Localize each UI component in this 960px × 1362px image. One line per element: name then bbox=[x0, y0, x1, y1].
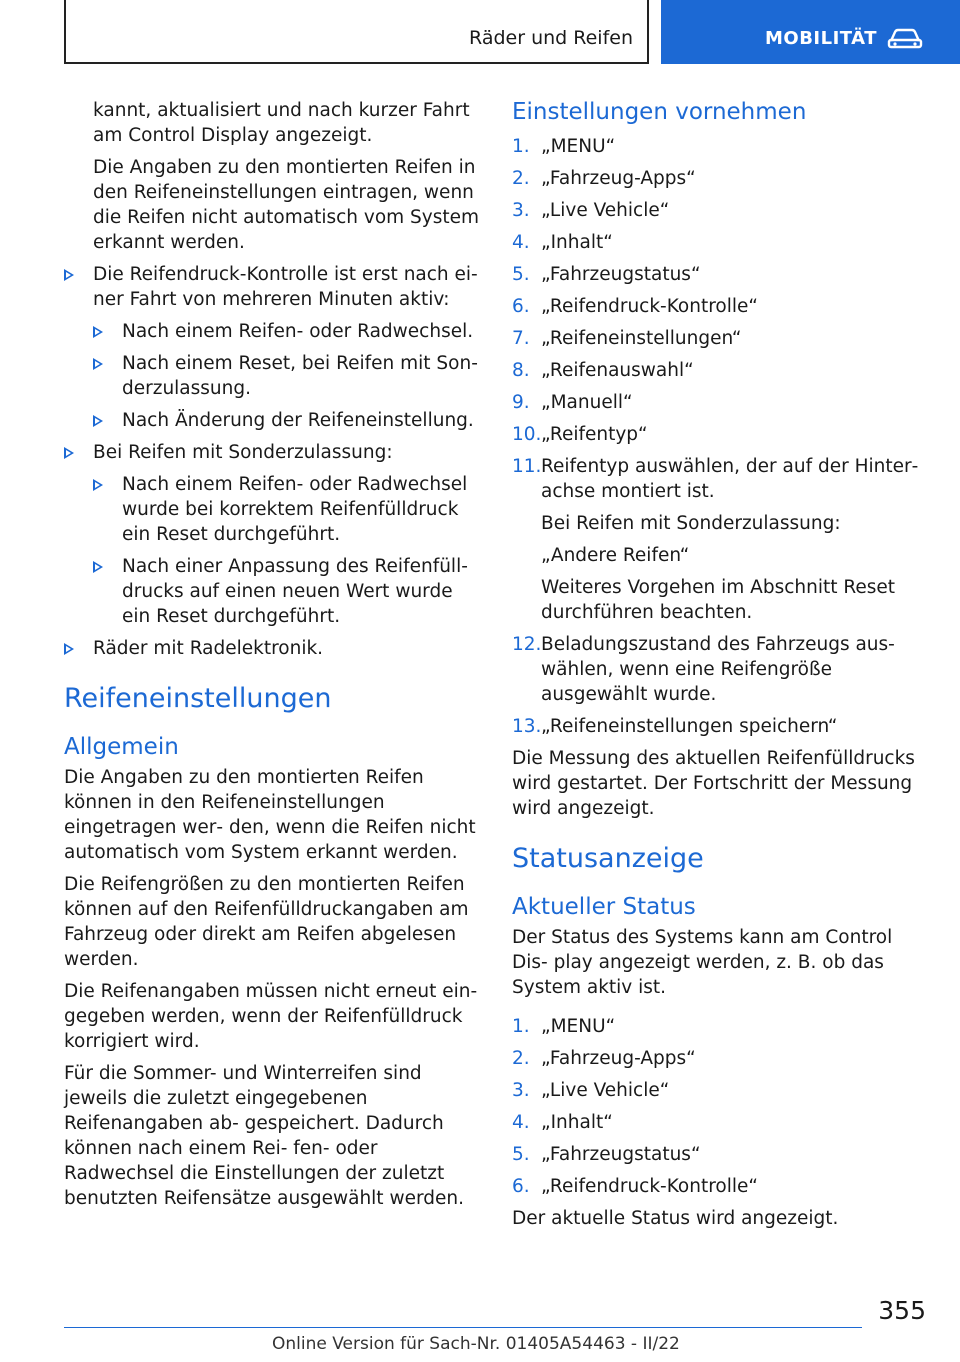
numbered-step bbox=[512, 166, 930, 191]
footer-divider bbox=[64, 1327, 862, 1328]
numbered-step bbox=[512, 134, 930, 159]
bullet-text: Nach einem Reset, bei Reifen mit Son‐ derzulassung. bbox=[122, 353, 478, 399]
step-text: „Reifenauswahl“ bbox=[541, 360, 694, 381]
body-paragraph: Die Messung des aktuellen Reifenfülldrucks wird gestartet. Der Fortschritt der Messung wird angezeigt. bbox=[512, 748, 915, 819]
numbered-step bbox=[512, 294, 930, 319]
numbered-step bbox=[512, 1110, 930, 1135]
right-column bbox=[512, 98, 930, 1238]
step-text: „Inhalt“ bbox=[541, 232, 613, 253]
bullet-item bbox=[64, 440, 480, 465]
step-number: 6. bbox=[512, 1176, 530, 1197]
triangle-bullet-icon bbox=[64, 269, 74, 281]
triangle-bullet-icon bbox=[93, 561, 103, 573]
numbered-step bbox=[512, 1142, 930, 1167]
section-heading: Statusanzeige bbox=[512, 843, 704, 874]
intro-paragraph: Die Angaben zu den montierten Reifen in den Reifeneinstellungen eintragen, wenn die Reifen nicht automatisch vom System erkannt werden. bbox=[93, 157, 480, 253]
header-chapter-box bbox=[64, 0, 649, 64]
body-paragraph: Der Status des Systems kann am Control Dis‐ play angezeigt werden, z. B. ob das System aktiv ist. bbox=[512, 927, 893, 998]
numbered-step bbox=[512, 632, 930, 707]
step-text: „Live Vehicle“ bbox=[541, 1080, 670, 1101]
step-number: 1. bbox=[512, 1016, 530, 1037]
step-text: „Reifentyp“ bbox=[541, 424, 648, 445]
numbered-step bbox=[512, 262, 930, 287]
triangle-bullet-icon bbox=[64, 447, 74, 459]
section-heading: Reifeneinstellungen bbox=[64, 683, 332, 714]
step-text: „Reifendruck-Kontrolle“ bbox=[541, 1176, 758, 1197]
subsection-heading: Allgemein bbox=[64, 734, 179, 760]
step-note: Bei Reifen mit Sonderzulassung: bbox=[541, 513, 841, 534]
car-icon bbox=[887, 28, 923, 50]
step-text: „MENU“ bbox=[541, 136, 616, 157]
step-number: 5. bbox=[512, 264, 530, 285]
subsection-heading: Aktueller Status bbox=[512, 894, 696, 920]
bullet-text: Nach Änderung der Reifeneinstellung. bbox=[122, 410, 474, 431]
step-number: 4. bbox=[512, 232, 530, 253]
step-note: Weiteres Vorgehen im Abschnitt Reset durchführen beachten. bbox=[541, 577, 896, 623]
step-text: „Reifendruck-Kontrolle“ bbox=[541, 296, 758, 317]
numbered-step bbox=[512, 326, 930, 351]
step-number: 11. bbox=[512, 456, 542, 477]
page-number: 355 bbox=[878, 1296, 926, 1325]
step-text: „Inhalt“ bbox=[541, 1112, 613, 1133]
step-number: 3. bbox=[512, 1080, 530, 1101]
step-text: „Fahrzeugstatus“ bbox=[541, 1144, 701, 1165]
bullet-item bbox=[64, 262, 480, 312]
chapter-title: Räder und Reifen bbox=[469, 27, 633, 49]
bullet-text: Die Reifendruck-Kontrolle ist erst nach ei‐ ner Fahrt von mehreren Minuten aktiv: bbox=[93, 264, 478, 310]
bullet-text: Nach einem Reifen- oder Radwechsel. bbox=[122, 321, 474, 342]
intro-paragraph: kannt, aktualisiert und nach kurzer Fahrt am Control Display angezeigt. bbox=[93, 100, 470, 146]
numbered-step bbox=[512, 198, 930, 223]
step-number: 3. bbox=[512, 200, 530, 221]
numbered-step bbox=[512, 358, 930, 383]
footer-online-version: Online Version für Sach-Nr. 01405A54463 - II/22 bbox=[272, 1334, 680, 1354]
sub-bullet-item bbox=[93, 408, 480, 433]
step-text: „Reifeneinstellungen speichern“ bbox=[541, 716, 838, 737]
step-number: 9. bbox=[512, 392, 530, 413]
body-paragraph: Die Reifengrößen zu den montierten Reifen können auf den Reifenfülldruckangaben am Fahrzeug oder direkt am Reifen abgelesen werden. bbox=[64, 874, 469, 970]
sub-bullet-item bbox=[93, 351, 480, 401]
left-column bbox=[64, 98, 480, 1218]
numbered-step bbox=[512, 390, 930, 415]
step-number: 4. bbox=[512, 1112, 530, 1133]
body-paragraph: Die Angaben zu den montierten Reifen können in den Reifeneinstellungen eingetragen wer‐ den, wenn die Reifen nicht automatisch vom System erkannt werden. bbox=[64, 767, 476, 863]
numbered-step bbox=[512, 1174, 930, 1199]
bullet-text: Räder mit Radelektronik. bbox=[93, 638, 324, 659]
step-number: 6. bbox=[512, 296, 530, 317]
body-paragraph: Der aktuelle Status wird angezeigt. bbox=[512, 1208, 839, 1229]
numbered-step bbox=[512, 454, 930, 625]
step-number: 2. bbox=[512, 168, 530, 189]
triangle-bullet-icon bbox=[64, 643, 74, 655]
numbered-step bbox=[512, 422, 930, 447]
bullet-text: Nach einem Reifen- oder Radwechsel wurde bei korrektem Reifenfülldruck ein Reset durchgeführt. bbox=[122, 474, 468, 545]
step-number: 13. bbox=[512, 716, 542, 737]
triangle-bullet-icon bbox=[93, 326, 103, 338]
step-text: „Reifeneinstellungen“ bbox=[541, 328, 742, 349]
numbered-step bbox=[512, 714, 930, 739]
step-number: 8. bbox=[512, 360, 530, 381]
step-text: Reifentyp auswählen, der auf der Hinter‐ achse montiert ist. bbox=[541, 456, 919, 502]
bullet-text: Bei Reifen mit Sonderzulassung: bbox=[93, 442, 393, 463]
step-number: 12. bbox=[512, 634, 542, 655]
sub-bullet-item bbox=[93, 472, 480, 547]
sub-bullet-item bbox=[93, 554, 480, 629]
bullet-item bbox=[64, 636, 480, 661]
step-text: „Fahrzeug-Apps“ bbox=[541, 168, 696, 189]
header-section-box bbox=[661, 0, 960, 64]
numbered-step bbox=[512, 230, 930, 255]
numbered-step bbox=[512, 1046, 930, 1071]
triangle-bullet-icon bbox=[93, 479, 103, 491]
step-number: 10. bbox=[512, 424, 542, 445]
triangle-bullet-icon bbox=[93, 415, 103, 427]
sub-bullet-item bbox=[93, 319, 480, 344]
step-text: Beladungszustand des Fahrzeugs aus‐ wählen, wenn eine Reifengröße ausgewählt wurde. bbox=[541, 634, 895, 705]
numbered-step bbox=[512, 1014, 930, 1039]
step-text: „MENU“ bbox=[541, 1016, 616, 1037]
step-text: „Fahrzeugstatus“ bbox=[541, 264, 701, 285]
step-text: „Manuell“ bbox=[541, 392, 633, 413]
step-number: 7. bbox=[512, 328, 530, 349]
subsection-heading: Einstellungen vornehmen bbox=[512, 99, 807, 125]
section-label: MOBILITÄT bbox=[765, 28, 877, 49]
numbered-step bbox=[512, 1078, 930, 1103]
body-paragraph: Die Reifenangaben müssen nicht erneut ein‐ gegeben werden, wenn der Reifenfülldruck korrigiert wird. bbox=[64, 981, 478, 1052]
step-text: „Live Vehicle“ bbox=[541, 200, 670, 221]
body-paragraph: Für die Sommer- und Winterreifen sind jeweils die zuletzt eingegebenen Reifenangaben ab‐ gespeichert. Dadurch können nach einem Rei‐ fen- oder Radwechsel die Einstellungen der zuletzt benutzten Reifensätze ausgewählt werden. bbox=[64, 1063, 464, 1209]
step-number: 2. bbox=[512, 1048, 530, 1069]
triangle-bullet-icon bbox=[93, 358, 103, 370]
step-note: „Andere Reifen“ bbox=[541, 545, 690, 566]
bullet-text: Nach einer Anpassung des Reifenfüll‐ drucks auf einen neuen Wert wurde ein Reset durchgeführt. bbox=[122, 556, 468, 627]
step-text: „Fahrzeug-Apps“ bbox=[541, 1048, 696, 1069]
step-number: 5. bbox=[512, 1144, 530, 1165]
step-number: 1. bbox=[512, 136, 530, 157]
